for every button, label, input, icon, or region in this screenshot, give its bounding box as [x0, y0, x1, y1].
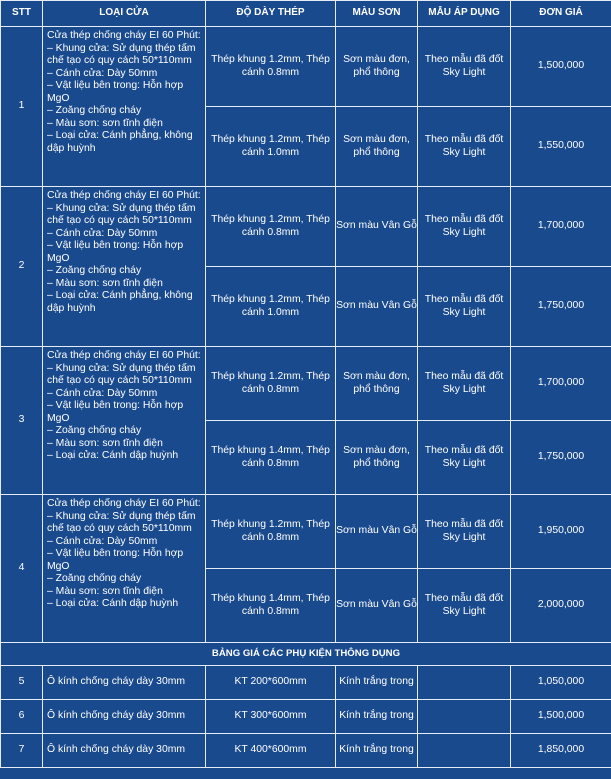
table-row [1, 495, 611, 569]
unit-price: 1,700,000 [511, 347, 611, 421]
row-stt: 3 [1, 347, 43, 495]
header-loai-cua: LOẠI CỬA [43, 1, 206, 27]
table-row [1, 347, 611, 421]
door-description [43, 187, 206, 347]
accessory-name: Ô kính chống cháy dày 30mm [43, 700, 206, 734]
description-line: – Khung cửa: Sử dụng thép tấm chế tạo có quy cách 50*110mm [47, 510, 196, 534]
description-line: – Khung cửa: Sử dụng thép tấm chế tạo có quy cách 50*110mm [47, 202, 196, 226]
description-line: – Vật liệu bên trong: Hỗn hợp MgO [47, 400, 184, 424]
header-stt: STT [1, 1, 43, 27]
glass-type: Kính trắng trong [336, 734, 418, 768]
accessory-name: Ô kính chống cháy dày 30mm [43, 666, 206, 700]
description-line: – Zoăng chống cháy [47, 425, 142, 436]
paint-color: Sơn màu Vân Gỗ [336, 187, 418, 267]
applied-model [418, 666, 511, 700]
description-line: – Cánh cửa: Dày 50mm [47, 227, 158, 239]
description-line: Cửa thép chống cháy EI 60 Phút: [47, 190, 201, 201]
accessory-size: KT 400*600mm [206, 734, 336, 768]
header-mau-ap-dung: MẪU ÁP DỤNG [418, 1, 511, 27]
glass-type: Kính trắng trong [336, 700, 418, 734]
description-line: Cửa thép chống cháy EI 60 Phút: [47, 498, 201, 509]
description-line: – Zoăng chống cháy [47, 105, 142, 116]
description-line: Cửa thép chống cháy EI 60 Phút: [47, 350, 201, 361]
row-stt: 5 [1, 666, 43, 700]
accessories-title: BẢNG GIÁ CÁC PHỤ KIỆN THÔNG DỤNG [1, 643, 611, 666]
description-line: – Vật liệu bên trong: Hỗn hợp MgO [47, 80, 184, 104]
door-description [43, 495, 206, 643]
paint-color: Sơn màu đơn, phổ thông [336, 107, 418, 187]
paint-color: Sơn màu Vân Gỗ [336, 495, 418, 569]
row-stt: 1 [1, 27, 43, 187]
header-mau-son: MÀU SƠN [336, 1, 418, 27]
description-line: – Cánh cửa: Dày 50mm [47, 387, 158, 399]
accessory-size: KT 300*600mm [206, 700, 336, 734]
applied-model: Theo mẫu đã đốt Sky Light [418, 267, 511, 347]
table-row [1, 187, 611, 267]
header-don-gia: ĐƠN GIÁ [511, 1, 611, 27]
description-line: – Màu sơn: sơn tĩnh điện [47, 117, 163, 129]
applied-model: Theo mẫu đã đốt Sky Light [418, 569, 511, 643]
unit-price: 1,500,000 [511, 700, 611, 734]
steel-thickness: Thép khung 1.2mm, Thép cánh 0.8mm [206, 347, 336, 421]
row-stt: 2 [1, 187, 43, 347]
applied-model: Theo mẫu đã đốt Sky Light [418, 347, 511, 421]
unit-price: 1,750,000 [511, 267, 611, 347]
steel-thickness: Thép khung 1.2mm, Thép cánh 1.0mm [206, 267, 336, 347]
unit-price: 1,550,000 [511, 107, 611, 187]
description-line: – Khung cửa: Sử dụng thép tấm chế tạo có quy cách 50*110mm [47, 42, 196, 66]
description-line: – Màu sơn: sơn tĩnh điện [47, 437, 163, 449]
description-line: – Loại cửa: Cánh phẳng, không dập huỳnh [47, 130, 193, 154]
description-line: – Zoăng chống cháy [47, 265, 142, 276]
unit-price: 2,000,000 [511, 569, 611, 643]
applied-model: Theo mẫu đã đốt Sky Light [418, 421, 511, 495]
table-row [1, 700, 611, 734]
row-stt: 7 [1, 734, 43, 768]
paint-color: Sơn màu Vân Gỗ [336, 569, 418, 643]
accessory-name: Ô kính chống cháy dày 30mm [43, 734, 206, 768]
paint-color: Sơn màu đơn, phổ thông [336, 347, 418, 421]
description-line: – Vật liệu bên trong: Hỗn hợp MgO [47, 548, 184, 572]
description-line: – Zoăng chống cháy [47, 573, 142, 584]
description-line: – Loại cửa: Cánh phẳng, không dập huỳnh [47, 290, 193, 314]
steel-thickness: Thép khung 1.2mm, Thép cánh 1.0mm [206, 107, 336, 187]
applied-model [418, 734, 511, 768]
applied-model: Theo mẫu đã đốt Sky Light [418, 27, 511, 107]
description-line: – Loại cửa: Cánh dập huỳnh [47, 450, 179, 461]
paint-color: Sơn màu đơn, phổ thông [336, 27, 418, 107]
steel-thickness: Thép khung 1.4mm, Thép cánh 0.8mm [206, 421, 336, 495]
glass-type: Kính trắng trong [336, 666, 418, 700]
header-do-day-thep: ĐỘ DÀY THÉP [206, 1, 336, 27]
steel-thickness: Thép khung 1.2mm, Thép cánh 0.8mm [206, 27, 336, 107]
description-line: – Vật liệu bên trong: Hỗn hợp MgO [47, 240, 184, 264]
table-header-row [1, 1, 611, 27]
description-line: – Màu sơn: sơn tĩnh điện [47, 277, 163, 289]
unit-price: 1,500,000 [511, 27, 611, 107]
door-description [43, 347, 206, 495]
steel-thickness: Thép khung 1.2mm, Thép cánh 0.8mm [206, 187, 336, 267]
table-row [1, 666, 611, 700]
door-description [43, 27, 206, 187]
description-line: Cửa thép chống cháy EI 60 Phút: [47, 30, 201, 41]
unit-price: 1,850,000 [511, 734, 611, 768]
description-line: – Cánh cửa: Dày 50mm [47, 67, 158, 79]
accessory-size: KT 200*600mm [206, 666, 336, 700]
unit-price: 1,050,000 [511, 666, 611, 700]
applied-model: Theo mẫu đã đốt Sky Light [418, 187, 511, 267]
applied-model: Theo mẫu đã đốt Sky Light [418, 495, 511, 569]
steel-thickness: Thép khung 1.2mm, Thép cánh 0.8mm [206, 495, 336, 569]
unit-price: 1,750,000 [511, 421, 611, 495]
paint-color: Sơn màu Vân Gỗ [336, 267, 418, 347]
row-stt: 6 [1, 700, 43, 734]
description-line: – Màu sơn: sơn tĩnh điện [47, 585, 163, 597]
description-line: – Loại cửa: Cánh dập huỳnh [47, 598, 179, 609]
applied-model: Theo mẫu đã đốt Sky Light [418, 107, 511, 187]
table-row [1, 734, 611, 768]
applied-model [418, 700, 511, 734]
description-line: – Khung cửa: Sử dụng thép tấm chế tạo có quy cách 50*110mm [47, 362, 196, 386]
unit-price: 1,950,000 [511, 495, 611, 569]
description-line: – Cánh cửa: Dày 50mm [47, 535, 158, 547]
row-stt: 4 [1, 495, 43, 643]
accessories-title-row [1, 643, 611, 666]
unit-price: 1,700,000 [511, 187, 611, 267]
table-row [1, 27, 611, 107]
paint-color: Sơn màu đơn, phổ thông [336, 421, 418, 495]
steel-thickness: Thép khung 1.4mm, Thép cánh 0.8mm [206, 569, 336, 643]
